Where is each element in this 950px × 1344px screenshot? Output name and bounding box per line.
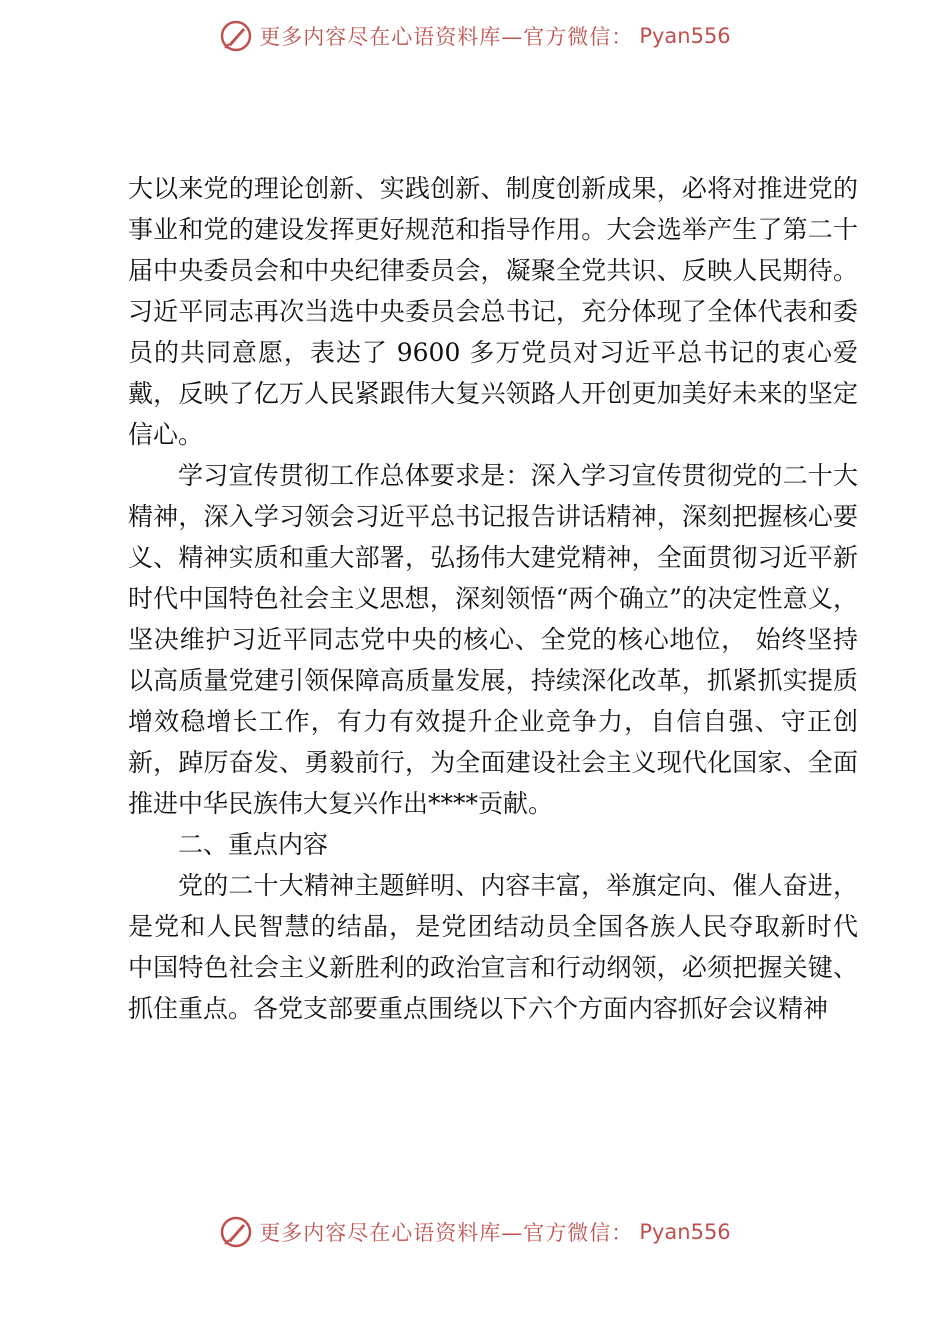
paragraph: 党的二十大精神主题鲜明、内容丰富，举旗定向、催人奋进， 是党和人民智慧的结晶，是党团结动员全国各族人民夺取新时代 中国特色社会主义新胜利的政治宣言和行动纲领，必须把握关键、抓住重点。各党支部要重点围绕以下六个方面内容抓好会议精神 xyxy=(128,871,858,1023)
watermark-text: 更多内容尽在心语资料库—官方微信： xyxy=(259,25,634,49)
header-watermark xyxy=(0,16,950,56)
quill-pen-logo-icon xyxy=(219,1215,253,1249)
quill-pen-logo-icon xyxy=(219,19,253,53)
footer-watermark xyxy=(0,1212,950,1252)
paragraph: 学习宣传贯彻工作总体要求是：深入学习宣传贯彻党的二十大精神，深入学习领会习近平总书记报告讲话精神，深刻把握核心要义、精神实质和重大部署，弘扬伟大建党精神，全面贯彻习近平新时代中国特色社会主义思想，深刻领悟“两个确立”的决定性意义，坚决维护习近平同志党中央的核心、全党的核心地位， 始终坚持以高质量党建引领保障高质量发展，持续深化改革，抓紧抓实提质增效稳增长工作，有力有效提升企业竞争力，自信自强、守正创新，踔厉奋发、勇毅前行，为全面建设社会主义现代化国家、全面推进中华民族伟大复兴作出****贡献。 xyxy=(128,461,858,818)
watermark-wechat-id: Pyan556 xyxy=(639,24,731,48)
watermark-text: 更多内容尽在心语资料库—官方微信： xyxy=(259,1221,634,1245)
section-heading: 二、重点内容 xyxy=(178,830,329,859)
paragraph: 大以来党的理论创新、实践创新、制度创新成果，必将对推进党的事业和党的建设发挥更好规范和指导作用。大会选举产生了第二十届中央委员会和中央纪律委员会，凝聚全党共识、反映人民期待。习近平同志再次当选中央委员会总书记，充分体现了全体代表和委员的共同意愿，表达了 9600 多万党员对习近平总书记的衷心爱戴，反映了亿万人民紧跟伟大复兴领路人开创更加美好未来的坚定信心。 xyxy=(128,174,858,449)
document-body xyxy=(128,168,858,1029)
watermark-wechat-id: Pyan556 xyxy=(639,1220,731,1244)
